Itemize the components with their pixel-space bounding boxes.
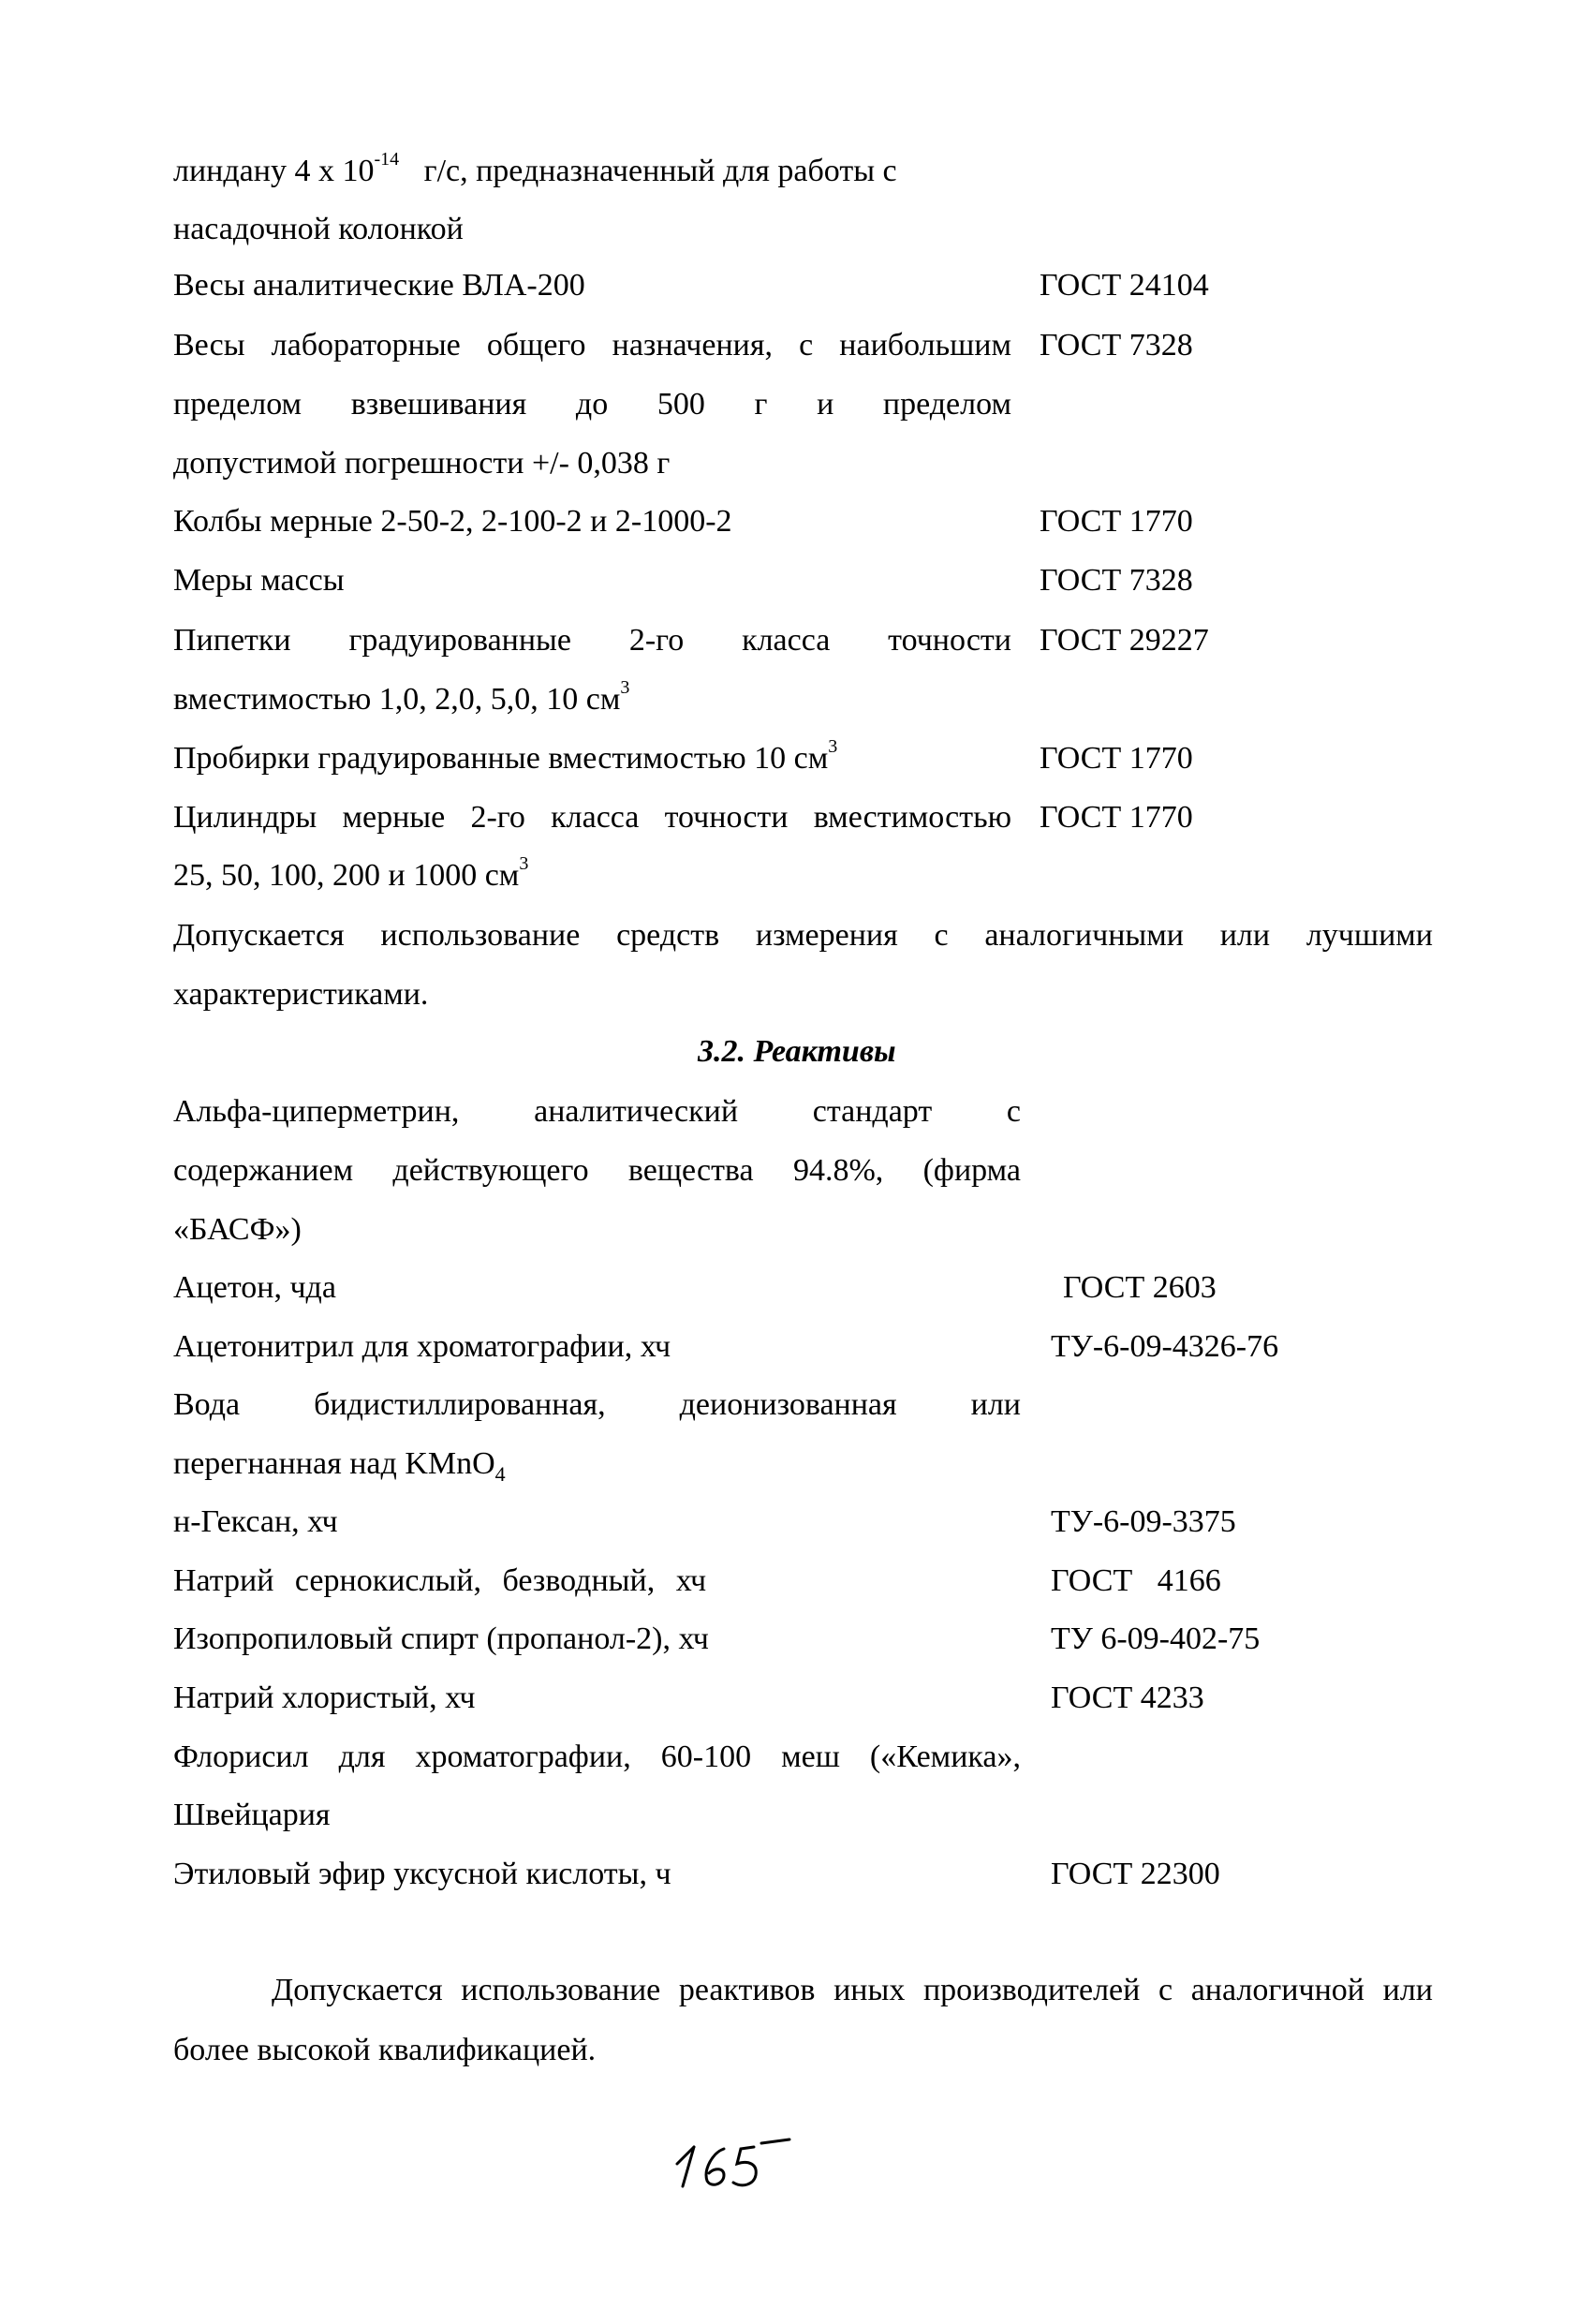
text-line: Допускается использование средств измерения с аналогичными или лучшими <box>173 918 1433 953</box>
text-line: «БАСФ») <box>173 1212 302 1247</box>
standard-ref: ГОСТ 22300 <box>1051 1857 1220 1891</box>
text-line: содержанием действующего вещества 94.8%, (фирма <box>173 1153 1021 1188</box>
text-line <box>173 149 1011 188</box>
superscript: 3 <box>828 736 838 757</box>
text-line: допустимой погрешности +/- 0,038 г <box>173 446 671 481</box>
standard-ref: ТУ-6-09-4326-76 <box>1051 1329 1279 1364</box>
text-line: Натрий сернокислый, безводный, хч <box>173 1563 707 1598</box>
text-line: более высокой квалификацией. <box>173 2033 597 2067</box>
text-line: Изопропиловый спирт (пропанол-2), хч <box>173 1621 709 1656</box>
text-fragment: Пробирки градуированные вместимостью 10 см <box>173 741 829 776</box>
page-number-handwritten <box>670 2126 819 2201</box>
text-line: н-Гексан, хч <box>173 1504 338 1539</box>
text-line: Допускается использование реактивов иных производителей с аналогичной или <box>272 1973 1433 2007</box>
text-line: Меры массы <box>173 563 345 598</box>
standard-ref: ГОСТ 2603 <box>1063 1270 1217 1305</box>
text-line: Весы лабораторные общего назначения, с наибольшим <box>173 328 1011 363</box>
standard-ref: ТУ 6-09-402-75 <box>1051 1621 1261 1656</box>
text-line <box>173 853 529 893</box>
text-line: Ацетонитрил для хроматографии, хч <box>173 1329 671 1364</box>
section-title: 3.2. Реактивы <box>698 1034 896 1069</box>
text-line: характеристиками. <box>173 977 429 1012</box>
text-fragment: г/с, предназначенный для работы с <box>423 154 897 188</box>
text-fragment: перегнанная над KMnO <box>173 1446 495 1481</box>
superscript: 3 <box>519 853 529 874</box>
text-fragment: 25, 50, 100, 200 и 1000 см <box>173 858 520 893</box>
text-line: Этиловый эфир уксусной кислоты, ч <box>173 1857 671 1891</box>
standard-ref: ГОСТ 7328 <box>1040 328 1193 363</box>
text-line <box>173 677 630 717</box>
text-line: Флорисил для хроматографии, 60-100 меш («Кемика», <box>173 1739 1021 1774</box>
standard-ref: ГОСТ 7328 <box>1040 563 1193 598</box>
standard-ref: ГОСТ 1770 <box>1040 741 1193 776</box>
superscript: 3 <box>620 677 630 698</box>
text-line: Весы аналитические ВЛА-200 <box>173 268 585 303</box>
text-line <box>173 1446 506 1486</box>
standard-ref: ГОСТ 1770 <box>1040 800 1193 835</box>
text-fragment: линдану 4 х 10 <box>173 154 375 188</box>
text-line: Вода бидистиллированная, деионизованная или <box>173 1387 1021 1422</box>
text-line: Натрий хлористый, хч <box>173 1680 476 1715</box>
text-line: Швейцария <box>173 1798 331 1832</box>
text-line: Альфа-циперметрин, аналитический стандарт с <box>173 1094 1021 1129</box>
text-line: Ацетон, чда <box>173 1270 336 1305</box>
standard-ref: ТУ-6-09-3375 <box>1051 1504 1236 1539</box>
subscript: 4 <box>494 1462 506 1486</box>
standard-ref: ГОСТ 29227 <box>1040 623 1209 658</box>
standard-ref: ГОСТ 1770 <box>1040 504 1193 539</box>
superscript: -14 <box>374 149 400 170</box>
standard-ref: ГОСТ 4166 <box>1051 1563 1221 1598</box>
text-line: пределом взвешивания до 500 г и пределом <box>173 387 1011 422</box>
text-line: Цилиндры мерные 2-го класса точности вместимостью <box>173 800 1011 835</box>
standard-ref: ГОСТ 4233 <box>1051 1680 1204 1715</box>
text-fragment: вместимостью 1,0, 2,0, 5,0, 10 см <box>173 682 621 717</box>
text-line: Пипетки градуированные 2-го класса точности <box>173 623 1011 658</box>
standard-ref: ГОСТ 24104 <box>1040 268 1209 303</box>
text-line: Колбы мерные 2-50-2, 2-100-2 и 2-1000-2 <box>173 504 732 539</box>
text-line: насадочной колонкой <box>173 212 464 246</box>
text-line <box>173 736 838 776</box>
